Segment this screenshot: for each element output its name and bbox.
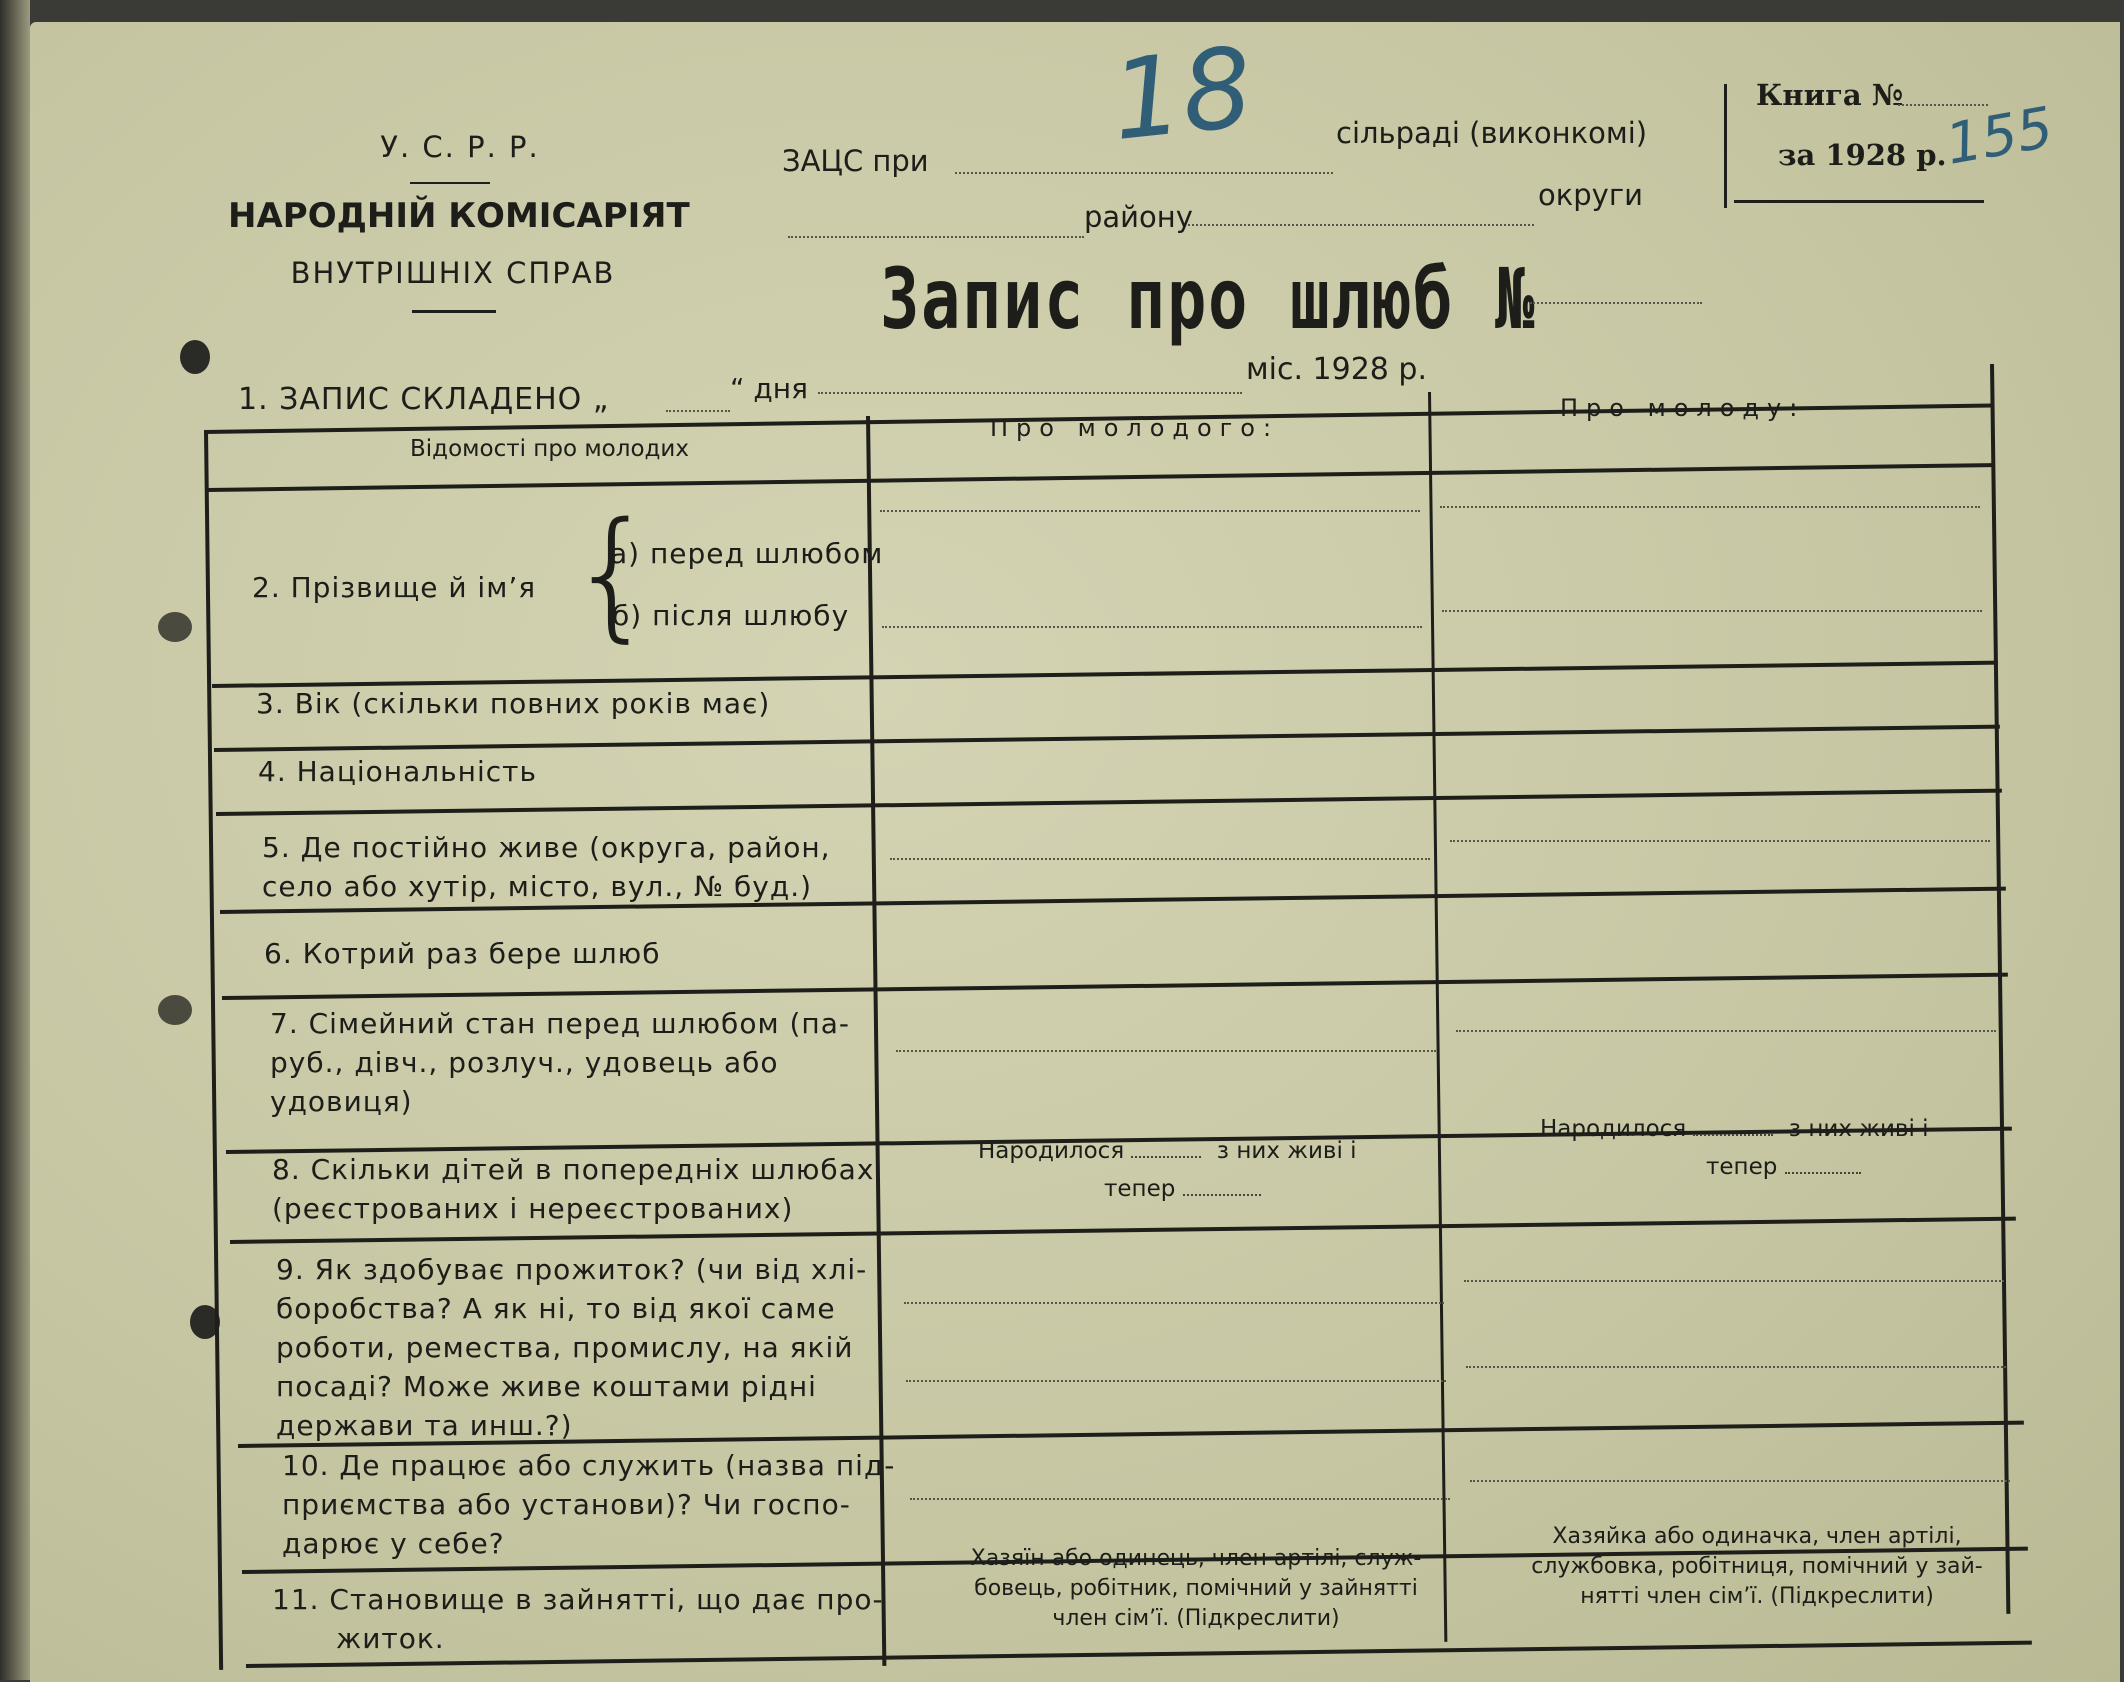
bride-now-label: тепер [1706,1154,1778,1180]
groom-alive-label: з них живі і [1216,1138,1357,1164]
punch-hole [158,995,192,1025]
row-10-line3: дарює у себе? [282,1527,505,1560]
bride-alive-label: з них живі і [1788,1116,1929,1142]
okruha-label: округи [1538,178,1643,212]
row-9-line3: роботи, ремества, промислу, на якій [276,1331,854,1364]
bride-now-blank[interactable] [1785,1172,1861,1174]
row-8-line2: (реєстрованих і нереєстрованих) [272,1192,794,1225]
punch-hole [180,340,210,374]
ministry-line2: ВНУТРІШНІХ СПРАВ [290,256,616,290]
bride-occupation-status[interactable] [1492,1522,2022,1612]
row-11-line1: 11. Становище в зайнятті, що дає про- [272,1583,884,1616]
handwritten-record-number: 18 [1105,23,1259,165]
row-2-text: Прізвище й ім’я [290,571,537,604]
document-title: Запис про шлюб № [880,250,1537,348]
record-date-blank[interactable] [818,364,1242,394]
bride-name-before[interactable] [1440,496,1980,508]
record-line-prefix: 1. ЗАПИС СКЛАДЕНО „ [238,382,610,417]
punch-hole [158,612,192,642]
bride-residence[interactable] [1450,830,1990,842]
row-7-line3: удовиця) [270,1085,413,1118]
okruha-blank[interactable] [1188,196,1534,226]
row-7-line1: 7. Сімейний стан перед шлюбом (па- [270,1007,850,1040]
row-10-line1: 10. Де працює або служить (назва під- [282,1449,896,1482]
groom-status-line2: бовець, робітник, помічний у зайнятті [974,1576,1418,1601]
groom-residence[interactable] [890,848,1430,860]
groom-workplace[interactable] [910,1488,1450,1500]
bride-marital-status[interactable] [1456,1020,1996,1032]
ministry-line1: НАРОДНІЙ КОМІСАРІЯТ [228,196,690,236]
book-label: Книга № [1756,78,1904,112]
row-2-label [252,568,536,607]
row-5-line1: 5. Де постійно живе (округа, район, [262,831,831,864]
bride-status-line2: службовка, робітниця, помічний у зай- [1531,1554,1983,1579]
bride-name-after[interactable] [1442,600,1982,612]
row-11-line2: житок. [336,1622,445,1655]
record-day-blank[interactable] [666,382,730,412]
bride-livelihood-2[interactable] [1466,1356,2006,1368]
groom-occupation-status[interactable] [936,1544,1456,1634]
row-11-label [272,1580,884,1658]
republic-label: У. С. Р. Р. [380,130,540,164]
bride-born-label: Народилося [1540,1116,1687,1142]
groom-marital-status[interactable] [896,1040,1436,1052]
row-8-line1: 8. Скільки дітей в попередніх шлюбах [272,1153,875,1186]
row-2-number: 2. [252,571,281,604]
bride-livelihood[interactable] [1464,1270,2004,1282]
groom-name-before[interactable] [880,500,1420,512]
row-9-line2: боробства? А як ні, то від якої саме [276,1292,836,1325]
bride-children-now [1706,1154,1861,1180]
row-9-line5: держави та инш.?) [276,1409,573,1442]
groom-children-now [1104,1176,1261,1202]
groom-livelihood-2[interactable] [906,1370,1446,1382]
year-label: за 1928 р. [1778,138,1947,172]
row-10-line2: приємства або установи)? Чи госпо- [282,1488,851,1521]
groom-livelihood[interactable] [904,1292,1444,1304]
row-8-label [272,1150,874,1228]
record-quote-day: “ дня [730,372,808,405]
row-6-label: 6. Котрий раз бере шлюб [264,937,661,970]
district-blank[interactable] [788,208,1084,238]
col-header-bride: Про молоду: [1560,394,1806,422]
groom-status-line3: член сім’ї. (Підкреслити) [1052,1606,1340,1631]
row-9-line1: 9. Як здобуває прожиток? (чи від хлі- [276,1253,868,1286]
record-month-year: міс. 1928 р. [1246,352,1427,387]
row-3-label: 3. Вік (скільки повних років має) [256,687,771,720]
bride-status-line3: нятті член сім’ї. (Підкреслити) [1580,1584,1934,1609]
zags-suffix: сільраді (виконкомі) [1336,116,1648,150]
row-9-label [276,1250,867,1445]
district-label: району [1084,200,1193,234]
col-header-info: Відомості про молодих [410,436,689,462]
groom-born-label: Народилося [978,1138,1125,1164]
bride-children-born [1540,1116,1929,1142]
row-4-label: 4. Національність [258,755,537,788]
handwritten-book-number: 155 [1941,95,2058,178]
marriage-number-blank[interactable] [1530,272,1702,304]
row-5-line2: село або хутір, місто, вул., № буд.) [262,870,813,903]
groom-name-after[interactable] [882,616,1422,628]
groom-now-blank[interactable] [1183,1194,1261,1196]
groom-status-line1: Хазяїн або одинець, член артілі, служ- [970,1546,1422,1571]
groom-children-born [978,1138,1357,1164]
bride-born-blank[interactable] [1693,1134,1773,1136]
row-10-label [282,1446,895,1563]
row-2b-label: б) після шлюбу [612,599,850,632]
zags-prefix: ЗАЦС при [782,144,929,178]
bride-workplace[interactable] [1470,1470,2010,1482]
row-9-line4: посаді? Може живе коштами рідні [276,1370,817,1403]
brace-icon: { [568,493,658,656]
bride-status-line1: Хазяйка або одиначка, член артілі, [1552,1524,1962,1549]
book-blank[interactable] [1898,78,1988,106]
groom-born-blank[interactable] [1131,1156,1201,1158]
row-7-label [270,1004,850,1121]
row-5-label [262,828,831,906]
row-2a-label: а) перед шлюбом [610,537,884,570]
groom-now-label: тепер [1104,1176,1176,1202]
book-binding [0,0,30,1680]
col-header-groom: Про молодого: [990,414,1280,442]
row-7-line2: руб., дівч., розлуч., удовець або [270,1046,779,1079]
